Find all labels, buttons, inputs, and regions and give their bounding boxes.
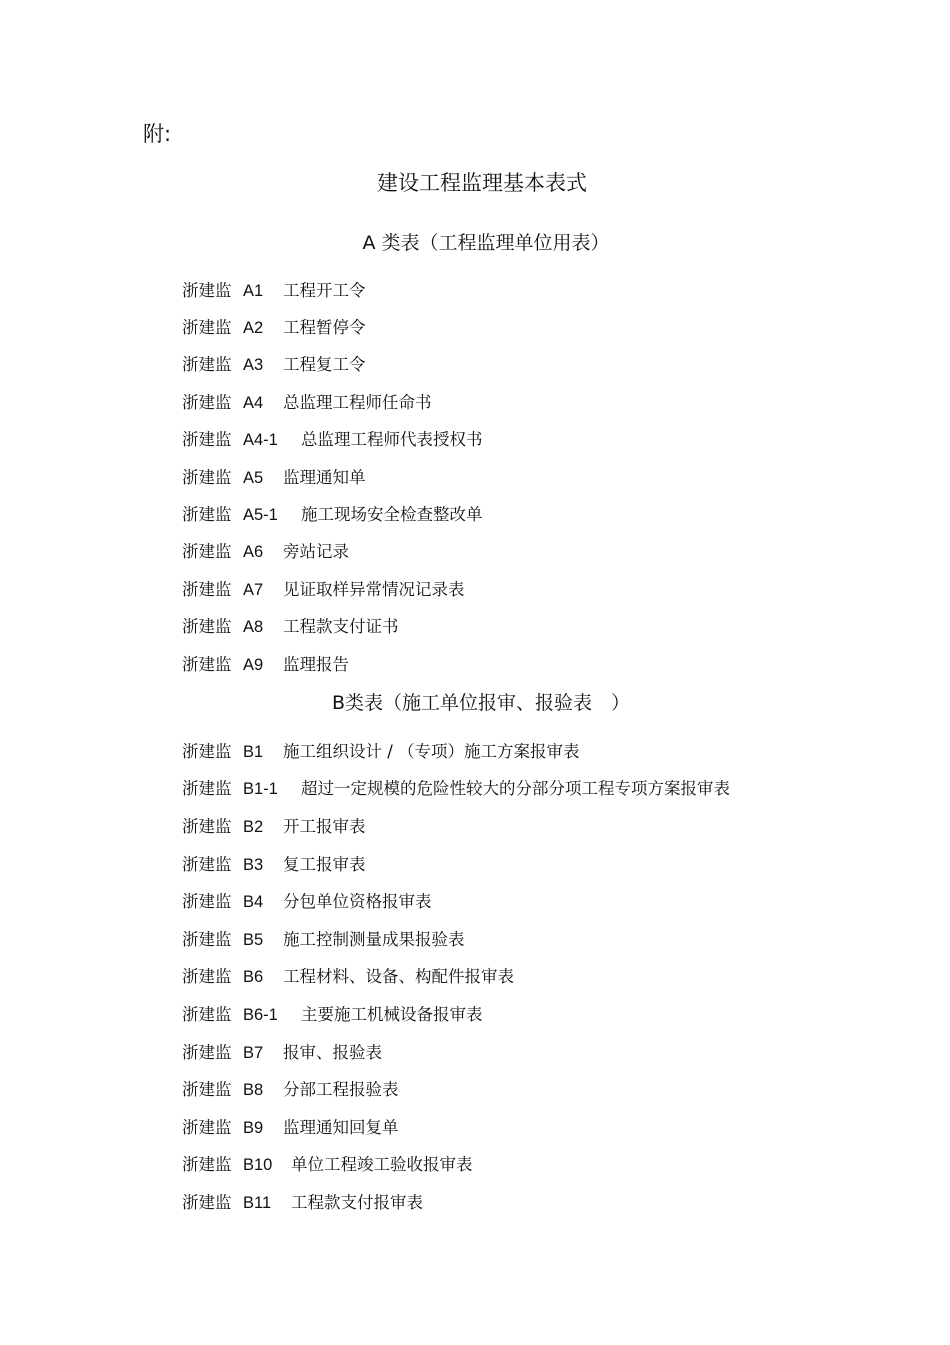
form-prefix: 浙建监 bbox=[182, 1192, 232, 1212]
list-item bbox=[182, 571, 483, 608]
form-name: 复工报审表 bbox=[283, 854, 366, 874]
form-code: B4 bbox=[243, 893, 264, 912]
document-title: 建设工程监理基本表式 bbox=[377, 171, 587, 195]
form-name: 施工组织设计 / （专项）施工方案报审表 bbox=[283, 741, 580, 761]
form-name: 单位工程竣工验收报审表 bbox=[291, 1155, 473, 1175]
form-name: 总监理工程师任命书 bbox=[283, 392, 432, 412]
list-item bbox=[182, 422, 483, 459]
form-code: B6-1 bbox=[243, 1005, 278, 1024]
form-name: 监理通知单 bbox=[283, 467, 366, 487]
form-prefix: 浙建监 bbox=[182, 854, 232, 874]
section-a-heading: A 类表（工程监理单位用表） bbox=[362, 232, 610, 254]
form-name: 施工控制测量成果报验表 bbox=[283, 929, 465, 949]
list-item bbox=[182, 347, 483, 384]
form-prefix: 浙建监 bbox=[182, 467, 232, 487]
form-name: 分部工程报验表 bbox=[283, 1080, 399, 1100]
form-name: 施工现场安全检查整改单 bbox=[301, 505, 483, 525]
form-code: B1-1 bbox=[243, 780, 278, 799]
form-code: B6 bbox=[243, 968, 264, 987]
section-b-heading: B类表（施工单位报审、报验表 ） bbox=[331, 692, 631, 714]
form-name: 见证取样异常情况记录表 bbox=[283, 579, 465, 599]
form-prefix: 浙建监 bbox=[182, 505, 232, 525]
form-name: 旁站记录 bbox=[283, 542, 349, 562]
form-code: B9 bbox=[243, 1118, 264, 1137]
form-name: 分包单位资格报审表 bbox=[283, 892, 432, 912]
form-prefix: 浙建监 bbox=[182, 654, 232, 674]
form-prefix: 浙建监 bbox=[182, 816, 232, 836]
form-prefix: 浙建监 bbox=[182, 355, 232, 375]
appendix-prefix: 附: bbox=[143, 122, 172, 146]
form-code: A6 bbox=[243, 543, 264, 562]
form-code: B8 bbox=[243, 1081, 264, 1100]
form-code: A2 bbox=[243, 319, 264, 338]
form-name: 报审、报验表 bbox=[283, 1042, 382, 1062]
form-prefix: 浙建监 bbox=[182, 741, 232, 761]
form-name: 监理报告 bbox=[283, 654, 349, 674]
form-prefix: 浙建监 bbox=[182, 1004, 232, 1024]
form-code: A5 bbox=[243, 468, 264, 487]
list-item bbox=[182, 996, 730, 1034]
list-item bbox=[182, 646, 483, 683]
form-code: B3 bbox=[243, 855, 264, 874]
form-name: 超过一定规模的危险性较大的分部分项工程专项方案报审表 bbox=[301, 779, 730, 799]
form-code: A9 bbox=[243, 655, 264, 674]
list-item bbox=[182, 1034, 730, 1072]
form-prefix: 浙建监 bbox=[182, 929, 232, 949]
list-item bbox=[182, 959, 730, 997]
form-prefix: 浙建监 bbox=[182, 318, 232, 338]
form-code: A4 bbox=[243, 393, 264, 412]
list-item bbox=[182, 1184, 730, 1222]
form-name: 工程款支付报审表 bbox=[291, 1192, 423, 1212]
form-code: A5-1 bbox=[243, 506, 278, 525]
form-prefix: 浙建监 bbox=[182, 617, 232, 637]
form-code: B11 bbox=[243, 1193, 272, 1212]
section-a-list bbox=[182, 272, 483, 683]
form-name: 工程复工令 bbox=[283, 355, 366, 375]
list-item bbox=[182, 883, 730, 921]
form-prefix: 浙建监 bbox=[182, 1117, 232, 1137]
list-item bbox=[182, 534, 483, 571]
form-code: A4-1 bbox=[243, 431, 278, 450]
form-prefix: 浙建监 bbox=[182, 579, 232, 599]
form-name: 开工报审表 bbox=[283, 816, 366, 836]
form-prefix: 浙建监 bbox=[182, 542, 232, 562]
list-item bbox=[182, 1071, 730, 1109]
list-item bbox=[182, 733, 730, 771]
form-prefix: 浙建监 bbox=[182, 779, 232, 799]
form-code: B1 bbox=[243, 742, 264, 761]
form-code: A3 bbox=[243, 356, 264, 375]
form-name: 工程开工令 bbox=[283, 280, 366, 300]
form-name: 工程暂停令 bbox=[283, 318, 366, 338]
list-item bbox=[182, 1147, 730, 1185]
list-item bbox=[182, 846, 730, 884]
section-b-list bbox=[182, 733, 730, 1222]
list-item bbox=[182, 921, 730, 959]
list-item bbox=[182, 496, 483, 533]
form-code: A1 bbox=[243, 281, 264, 300]
list-item bbox=[182, 609, 483, 646]
form-name: 主要施工机械设备报审表 bbox=[301, 1004, 483, 1024]
form-name: 工程款支付证书 bbox=[283, 617, 399, 637]
form-prefix: 浙建监 bbox=[182, 1080, 232, 1100]
form-prefix: 浙建监 bbox=[182, 967, 232, 987]
form-prefix: 浙建监 bbox=[182, 892, 232, 912]
form-name: 监理通知回复单 bbox=[283, 1117, 399, 1137]
form-prefix: 浙建监 bbox=[182, 430, 232, 450]
list-item bbox=[182, 309, 483, 346]
form-prefix: 浙建监 bbox=[182, 1155, 232, 1175]
list-item bbox=[182, 771, 730, 809]
form-code: A7 bbox=[243, 580, 264, 599]
form-code: B7 bbox=[243, 1043, 264, 1062]
form-code: B10 bbox=[243, 1156, 273, 1175]
form-prefix: 浙建监 bbox=[182, 392, 232, 412]
form-code: A8 bbox=[243, 618, 264, 637]
form-code: B5 bbox=[243, 930, 264, 949]
form-prefix: 浙建监 bbox=[182, 280, 232, 300]
form-name: 总监理工程师代表授权书 bbox=[301, 430, 483, 450]
list-item bbox=[182, 459, 483, 496]
form-prefix: 浙建监 bbox=[182, 1042, 232, 1062]
form-code: B2 bbox=[243, 817, 264, 836]
list-item bbox=[182, 272, 483, 309]
list-item bbox=[182, 1109, 730, 1147]
list-item bbox=[182, 808, 730, 846]
list-item bbox=[182, 384, 483, 421]
form-name: 工程材料、设备、构配件报审表 bbox=[283, 967, 514, 987]
